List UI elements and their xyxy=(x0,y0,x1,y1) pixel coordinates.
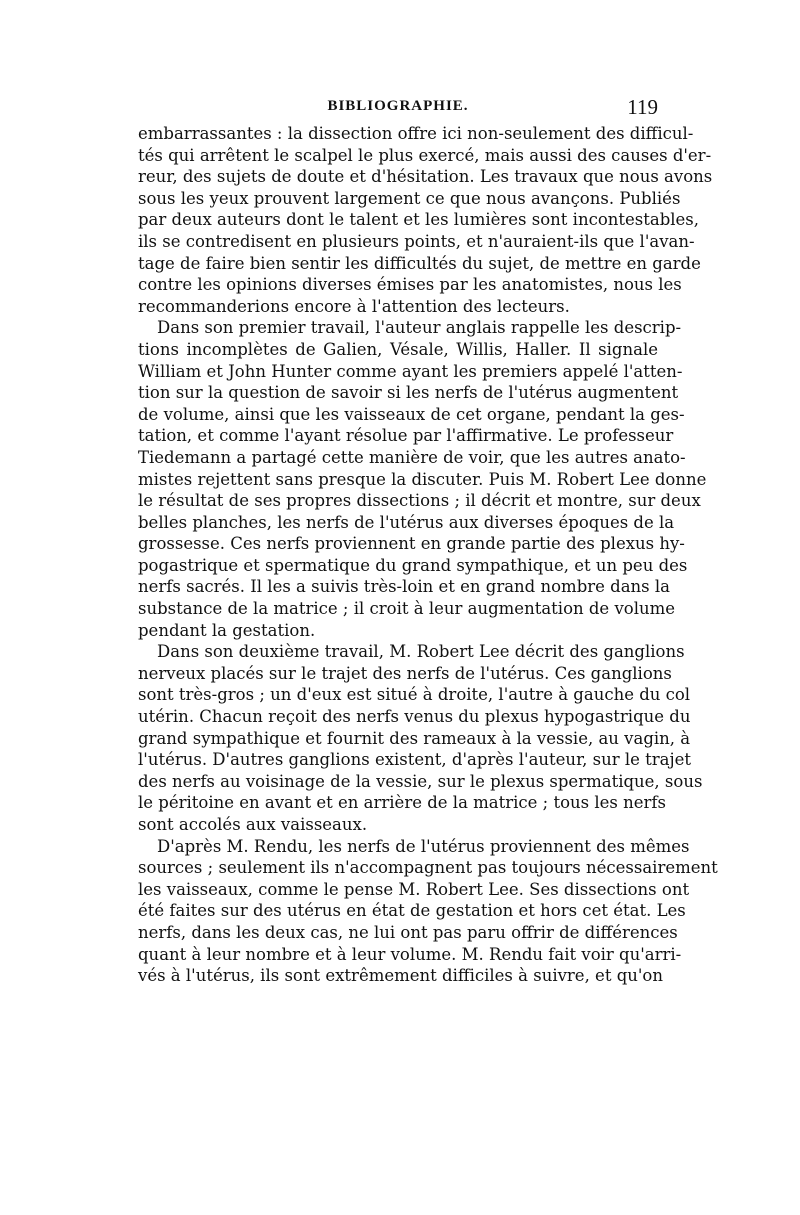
text-line: nerfs, dans les deux cas, ne lui ont pas paru offrir de différences xyxy=(138,922,678,942)
text-line: sont très-gros ; un d'eux est situé à droite, l'autre à gauche du col xyxy=(138,685,691,705)
text-line: ils se contredisent en plusieurs points, et n'auraient-ils que l'avan- xyxy=(138,231,695,251)
text-line: grand sympathique et fournit des rameaux à la vessie, au vagin, à xyxy=(138,728,691,748)
text-line: recommanderions encore à l'attention des lecteurs. xyxy=(138,296,570,316)
text-line: sources ; seulement ils n'accompagnent pas toujours nécessairement xyxy=(138,858,718,878)
text-line: William et John Hunter comme ayant les premiers appelé l'atten- xyxy=(138,361,683,381)
text-line: Dans son deuxième travail, M. Robert Lee décrit des ganglions xyxy=(157,642,685,662)
body-text xyxy=(138,123,718,987)
running-title: BIBLIOGRAPHIE. xyxy=(327,98,469,114)
text-line: l'utérus. D'autres ganglions existent, d'après l'auteur, sur le trajet xyxy=(138,750,692,770)
text-line: des nerfs au voisinage de la vessie, sur le plexus spermatique, sous xyxy=(138,771,703,791)
text-line: pendant la gestation. xyxy=(138,620,316,640)
text-line: nerveux placés sur le trajet des nerfs de l'utérus. Ces ganglions xyxy=(138,663,672,683)
text-line: les vaisseaux, comme le pense M. Robert Lee. Ses dissections ont xyxy=(138,879,690,899)
text-line: Dans son premier travail, l'auteur anglais rappelle les descrip- xyxy=(157,318,682,338)
text-line: le péritoine en avant et en arrière de la matrice ; tous les nerfs xyxy=(138,793,666,813)
page-number: 119 xyxy=(627,95,658,119)
text-line: tions incomplètes de Galien, Vésale, Willis, Haller. Il signale xyxy=(138,339,658,359)
text-line: reur, des sujets de doute et d'hésitation. Les travaux que nous avons xyxy=(138,167,713,187)
text-line: grossesse. Ces nerfs proviennent en grande partie des plexus hy- xyxy=(138,534,685,554)
text-line: tés qui arrêtent le scalpel le plus exercé, mais aussi des causes d'er- xyxy=(138,145,712,165)
text-line: sous les yeux prouvent largement ce que nous avançons. Publiés xyxy=(138,188,681,208)
text-line: D'après M. Rendu, les nerfs de l'utérus proviennent des mêmes xyxy=(157,836,690,856)
text-line: le résultat de ses propres dissections ; il décrit et montre, sur deux xyxy=(138,491,701,511)
text-line: été faites sur des utérus en état de gestation et hors cet état. Les xyxy=(138,901,686,921)
text-line: nerfs sacrés. Il les a suivis très-loin et en grand nombre dans la xyxy=(138,577,671,597)
text-line: Tiedemann a partagé cette manière de voir, que les autres anato- xyxy=(138,447,686,467)
text-line: tion sur la question de savoir si les nerfs de l'utérus augmentent xyxy=(138,383,679,403)
text-line: tation, et comme l'ayant résolue par l'affirmative. Le professeur xyxy=(138,426,674,446)
text-line: contre les opinions diverses émises par les anatomistes, nous les xyxy=(138,275,682,295)
text-line: utérin. Chacun reçoit des nerfs venus du plexus hypogastrique du xyxy=(138,707,691,727)
text-line: substance de la matrice ; il croit à leur augmentation de volume xyxy=(138,599,676,619)
text-line: pogastrique et spermatique du grand sympathique, et un peu des xyxy=(138,555,688,575)
page-header xyxy=(138,95,658,124)
text-line: mistes rejettent sans presque la discuter. Puis M. Robert Lee donne xyxy=(138,469,707,489)
text-line: embarrassantes : la dissection offre ici non-seulement des difficul- xyxy=(138,124,694,143)
text-line: belles planches, les nerfs de l'utérus aux diverses époques de la xyxy=(138,512,675,532)
text-line: par deux auteurs dont le talent et les lumières sont incontestables, xyxy=(138,210,700,230)
text-line: quant à leur nombre et à leur volume. M. Rendu fait voir qu'arri- xyxy=(138,944,682,964)
text-line: vés à l'utérus, ils sont extrêmement difficiles à suivre, et qu'on xyxy=(138,966,663,986)
text-line: sont accolés aux vaisseaux. xyxy=(138,815,368,834)
text-line: tage de faire bien sentir les difficultés du sujet, de mettre en garde xyxy=(138,253,701,273)
text-line: de volume, ainsi que les vaisseaux de cet organe, pendant la ges- xyxy=(138,404,685,424)
